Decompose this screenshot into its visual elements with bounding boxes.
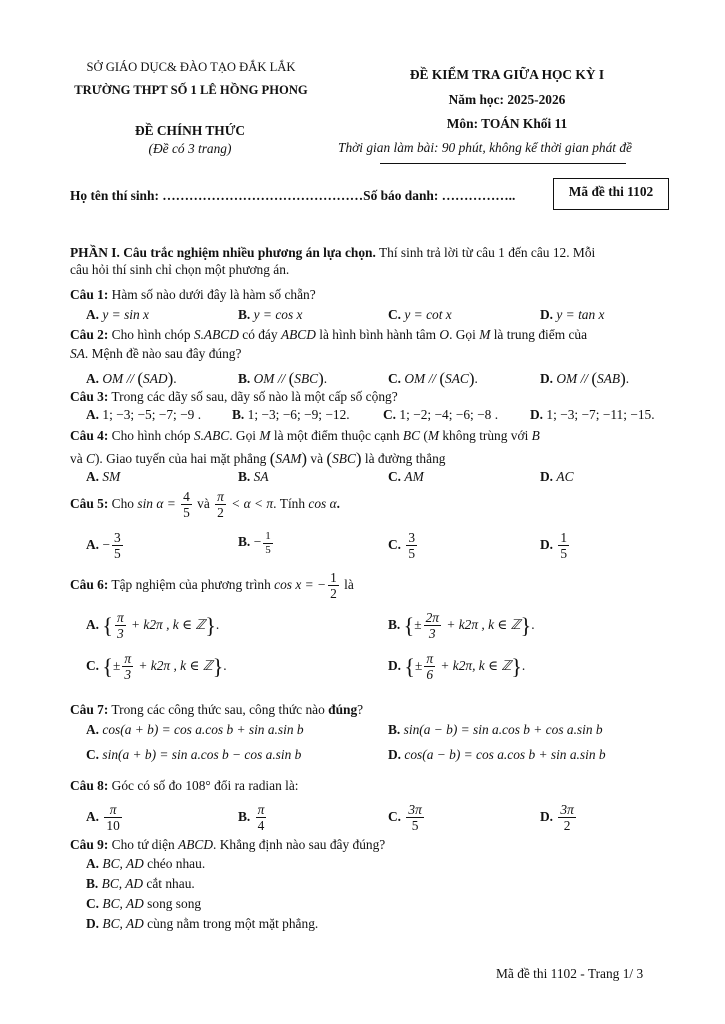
option-letter: C. xyxy=(388,371,402,386)
question-text: Tập nghiệm của phương trình xyxy=(108,576,275,592)
option-letter: B. xyxy=(388,616,401,632)
option-text: y = tan x xyxy=(556,307,605,322)
fraction xyxy=(558,802,575,834)
question-text: . Khẳng định nào sau đây đúng? xyxy=(213,837,386,852)
option-letter: B. xyxy=(238,469,251,484)
option-text: y = cos x xyxy=(253,307,303,322)
paren: ( xyxy=(288,369,295,388)
option-letter: A. xyxy=(86,407,100,422)
numerator: 1 xyxy=(560,530,568,545)
denominator: 2 xyxy=(217,505,224,521)
q6-option-c[interactable]: C. {± $\frac{\pi}{3}$ + k2π , k ∈ ℤ}. xyxy=(86,651,227,683)
numerator: 1 xyxy=(265,530,271,542)
paren: ) xyxy=(318,369,324,388)
header-divider xyxy=(380,163,626,164)
q1-option-c[interactable] xyxy=(388,307,452,324)
fraction xyxy=(256,802,267,834)
question-5: Câu 5: Cho sin α = $\frac{4}{5}$ và $\frac{\pi}{2}$ < α < π. Tính cos α. xyxy=(70,489,341,521)
q3-option-c[interactable] xyxy=(383,407,498,424)
option-text: OM // xyxy=(556,371,592,386)
question-text: Cho hình chóp xyxy=(108,428,194,443)
q1-option-d[interactable] xyxy=(540,307,604,324)
fraction xyxy=(406,530,417,562)
question-text: Hàm số nào dưới đây là hàm số chẵn? xyxy=(108,287,316,302)
option-letter: D. xyxy=(86,916,100,931)
option-letter: B. xyxy=(238,371,251,386)
official-label: ĐỀ CHÍNH THỨC xyxy=(134,123,246,138)
option-letter: B. xyxy=(86,876,99,891)
q4-option-d[interactable] xyxy=(540,469,574,486)
paren: ) xyxy=(167,369,174,388)
numerator: 3 xyxy=(408,530,416,545)
question-text: không trùng với xyxy=(439,428,532,443)
fraction xyxy=(115,610,126,642)
fraction xyxy=(112,530,123,562)
sign: ± xyxy=(112,657,121,673)
option-letter: C. xyxy=(388,808,402,824)
question-label: Câu 7: xyxy=(70,702,109,717)
department-name: SỞ GIÁO DỤC& ĐÀO TẠO ĐẮK LẮK xyxy=(86,60,296,74)
denominator: 2 xyxy=(563,818,571,834)
q7-option-b[interactable] xyxy=(388,722,603,739)
fraction xyxy=(328,570,339,602)
school-year: Năm học: 2025-2026 xyxy=(448,92,566,107)
option-letter: D. xyxy=(540,307,554,322)
option-text: 1; −3; −6; −9; −12. xyxy=(247,407,350,422)
denominator: 6 xyxy=(426,667,434,683)
question-text: là đường thẳng xyxy=(361,451,446,466)
q9-option-b[interactable] xyxy=(86,876,195,893)
question-text: . Mệnh đề nào sau đây đúng? xyxy=(84,346,242,361)
question-label: Câu 3: xyxy=(70,389,109,404)
question-label: Câu 5: xyxy=(70,495,109,511)
q7-option-d[interactable] xyxy=(388,747,606,764)
question-text: Cho xyxy=(108,495,138,511)
denominator: 4 xyxy=(257,818,265,834)
question-text: Cho hình chóp xyxy=(108,327,194,342)
question-text: và xyxy=(193,495,214,511)
numerator: 3π xyxy=(408,802,422,817)
option-text: sin(a − b) = sin a.cos b + cos a.sin b xyxy=(403,722,603,737)
numerator: 2π xyxy=(425,610,439,625)
q5-option-a[interactable] xyxy=(86,530,125,562)
option-text: OM // xyxy=(253,371,289,386)
fraction xyxy=(406,802,423,834)
math: B xyxy=(531,428,540,443)
option-letter: A. xyxy=(86,469,100,484)
option-letter: A. xyxy=(86,722,100,737)
question-text: và xyxy=(70,451,86,466)
option-letter: A. xyxy=(86,371,100,386)
math: BC, AD xyxy=(102,916,144,931)
question-label: Câu 9: xyxy=(70,837,109,852)
math: sin α = xyxy=(137,495,180,511)
q6-option-d[interactable]: D. {± $\frac{\pi}{6}$ + k2π, k ∈ ℤ}. xyxy=(388,651,526,683)
q3-option-d[interactable] xyxy=(530,407,655,424)
math: ABCD xyxy=(280,327,316,342)
question-3 xyxy=(70,389,398,406)
question-text: đổi ra radian là: xyxy=(210,778,299,793)
question-7 xyxy=(70,702,363,719)
part1-heading xyxy=(70,245,595,262)
question-text: . Gọi xyxy=(449,327,480,342)
question-text: ). Giao tuyến của hai mặt phẳng xyxy=(94,451,270,466)
q9-option-c[interactable] xyxy=(86,896,201,913)
question-text: . Tính xyxy=(273,495,309,511)
numerator: π xyxy=(124,651,132,666)
question-label: Câu 8: xyxy=(70,778,109,793)
math: M xyxy=(479,327,491,342)
brace: { xyxy=(403,613,415,639)
q3-option-b[interactable] xyxy=(232,407,350,424)
option-text: cắt nhau. xyxy=(143,876,195,891)
math: BC, AD xyxy=(102,856,144,871)
option-letter: A. xyxy=(86,808,100,824)
math: M xyxy=(427,428,440,443)
math: S.ABCD xyxy=(193,327,239,342)
option-text: + k2π, k ∈ ℤ xyxy=(437,657,512,673)
option-letter: C. xyxy=(388,307,402,322)
fraction xyxy=(181,489,192,521)
question-label: Câu 1: xyxy=(70,287,109,302)
denominator: 10 xyxy=(106,818,120,834)
q2-option-c[interactable]: C. OM // (SAC). xyxy=(388,369,478,388)
option-letter: D. xyxy=(388,657,402,673)
option-text: y = sin x xyxy=(102,307,149,322)
option-letter: A. xyxy=(86,307,100,322)
question-text: và xyxy=(307,451,327,466)
option-letter: D. xyxy=(540,371,554,386)
q6-option-a[interactable]: A. { $\frac{\pi}{3}$ + k2π , k ∈ ℤ}. xyxy=(86,610,220,642)
option-letter: B. xyxy=(238,808,251,824)
option-text: + k2π , k ∈ ℤ xyxy=(127,616,206,632)
sign: ± xyxy=(414,657,423,673)
option-text: cùng nằm trong một mặt phẳng. xyxy=(143,916,319,931)
question-text: ? xyxy=(357,702,364,717)
denominator: 3 xyxy=(124,667,132,683)
option-letter: D. xyxy=(388,747,402,762)
fraction xyxy=(215,489,226,521)
numerator: 3 xyxy=(113,530,121,545)
option-text: cos(a + b) = cos a.cos b + sin a.sin b xyxy=(102,722,304,737)
subject: Môn: TOÁN Khối 11 xyxy=(446,116,568,131)
q5-option-c[interactable] xyxy=(388,530,419,562)
paren: ( xyxy=(137,369,144,388)
brace: } xyxy=(212,654,224,680)
numerator: 3π xyxy=(560,802,574,817)
option-text: cos(a − b) = cos a.cos b + sin a.sin b xyxy=(404,747,606,762)
denominator: 5 xyxy=(408,546,416,562)
q6-option-b[interactable]: B. {± $\frac{2\pi}{3}$ + k2π , k ∈ ℤ}. xyxy=(388,610,535,642)
math: 108° xyxy=(185,778,211,793)
denominator: 2 xyxy=(330,586,337,602)
brace: { xyxy=(102,654,113,680)
question-2 xyxy=(70,327,587,344)
question-8 xyxy=(70,778,299,795)
denominator: 5 xyxy=(411,818,419,834)
candidate-info: Họ tên thí sinh: ………………………………………Số báo danh: …………….. xyxy=(70,188,516,203)
question-text: là hình bình hành tâm xyxy=(315,327,440,342)
denominator: 5 xyxy=(183,505,190,521)
question-label: Câu 2: xyxy=(70,327,109,342)
denominator: 3 xyxy=(116,626,124,642)
numerator: 1 xyxy=(330,570,337,585)
question-text: là trung điểm của xyxy=(490,327,588,342)
q5-option-b[interactable] xyxy=(238,530,275,556)
math: SA xyxy=(70,346,85,361)
math: BC, AD xyxy=(102,896,144,911)
brace: } xyxy=(520,613,532,639)
option-text: SAB xyxy=(597,371,621,386)
math: M xyxy=(259,428,271,443)
math: SAM xyxy=(275,451,302,466)
question-text: Trong các dãy số sau, dãy số nào là một cấp số cộng? xyxy=(108,389,398,404)
q1-option-a[interactable] xyxy=(86,307,149,324)
question-2-line2 xyxy=(70,346,241,363)
q9-option-a[interactable] xyxy=(86,856,205,873)
option-letter: D. xyxy=(540,469,554,484)
question-1 xyxy=(70,287,316,304)
question-text: Cho tứ diện xyxy=(108,837,179,852)
math: ABCD xyxy=(178,837,214,852)
q9-option-d[interactable] xyxy=(86,916,318,933)
option-text: chéo nhau. xyxy=(143,856,206,871)
fraction xyxy=(263,530,273,556)
option-letter: C. xyxy=(86,896,100,911)
emphasis: đúng xyxy=(328,702,358,717)
fraction xyxy=(424,651,435,683)
option-letter: B. xyxy=(232,407,245,422)
paren: ) xyxy=(355,449,362,468)
fraction xyxy=(424,610,441,642)
option-text: AC xyxy=(556,469,574,484)
exam-time: Thời gian làm bài: 90 phút, không kể thời gian phát đề xyxy=(338,140,632,155)
option-text: + k2π , k ∈ ℤ xyxy=(135,657,213,673)
exam-code: Mã đề thi 1102 xyxy=(568,184,654,199)
question-text: ( xyxy=(420,428,428,443)
paren: ) xyxy=(620,369,626,388)
option-text: y = cot x xyxy=(404,307,452,322)
q1-option-b[interactable] xyxy=(238,307,302,324)
numerator: π xyxy=(426,651,434,666)
brace: } xyxy=(511,654,522,680)
option-letter: B. xyxy=(238,307,251,322)
option-text: SAC xyxy=(445,371,469,386)
option-letter: C. xyxy=(388,469,402,484)
numerator: π xyxy=(116,610,124,625)
option-text: AM xyxy=(404,469,424,484)
option-letter: A. xyxy=(86,536,100,552)
q3-option-a[interactable] xyxy=(86,407,201,424)
part1-instruction-line2: câu hỏi thí sinh chỉ chọn một phương án. xyxy=(70,262,290,277)
brace: } xyxy=(205,613,216,639)
paren: ) xyxy=(468,369,475,388)
denominator: 5 xyxy=(560,546,568,562)
question-4 xyxy=(70,428,540,445)
exam-title: ĐỀ KIỂM TRA GIỮA HỌC KỲ I xyxy=(409,67,605,82)
option-letter: B. xyxy=(238,534,251,550)
sign: − xyxy=(102,536,110,552)
q5-option-d[interactable] xyxy=(540,530,571,562)
denominator: 5 xyxy=(265,543,271,556)
q2-option-b[interactable]: B. OM // (SBC). xyxy=(238,369,328,388)
q4-option-b[interactable] xyxy=(238,469,269,486)
q7-option-c[interactable] xyxy=(86,747,301,764)
school-name: TRƯỜNG THPT SỐ 1 LÊ HỒNG PHONG xyxy=(74,83,308,97)
option-text: sin(a + b) = sin a.cos b − cos a.sin b xyxy=(102,747,302,762)
question-text: Trong các công thức sau, công thức nào xyxy=(108,702,329,717)
math: O xyxy=(439,327,450,342)
q7-option-a[interactable] xyxy=(86,722,304,739)
option-letter: A. xyxy=(86,856,100,871)
part1-title: PHẦN I. Câu trắc nghiệm nhiều phương án lựa chọn. xyxy=(70,245,376,260)
question-text: có đáy xyxy=(238,327,281,342)
question-text: là xyxy=(340,576,354,592)
paren: ( xyxy=(269,449,276,468)
question-label: Câu 4: xyxy=(70,428,109,443)
fraction xyxy=(558,530,569,562)
math: S.ABC xyxy=(193,428,230,443)
paren: ) xyxy=(301,449,308,468)
math: SBC xyxy=(332,451,356,466)
numerator: π xyxy=(217,489,224,504)
option-text: 1; −2; −4; −6; −8 . xyxy=(399,407,499,422)
option-text: + k2π , k ∈ ℤ xyxy=(442,616,521,632)
numerator: π xyxy=(257,802,265,817)
question-text: . Gọi xyxy=(229,428,260,443)
denominator: 5 xyxy=(113,546,121,562)
math: cos α xyxy=(308,495,337,511)
option-letter: D. xyxy=(530,407,544,422)
numerator: π xyxy=(104,802,121,818)
option-text: 1; −3; −5; −7; −9 . xyxy=(102,407,202,422)
numerator: 4 xyxy=(183,489,190,504)
option-text: SBC xyxy=(294,371,319,386)
denominator: 3 xyxy=(428,626,436,642)
option-text: song song xyxy=(143,896,202,911)
question-4-line2 xyxy=(70,448,445,469)
option-letter: C. xyxy=(383,407,397,422)
math: < α < π xyxy=(227,495,274,511)
paren: ( xyxy=(326,449,333,468)
sign: − xyxy=(253,534,262,550)
option-letter: A. xyxy=(86,616,100,632)
option-letter: C. xyxy=(86,747,100,762)
option-letter: B. xyxy=(388,722,401,737)
q8-option-a[interactable] xyxy=(86,802,124,834)
q2-option-d[interactable]: D. OM // (SAB). xyxy=(540,369,630,388)
math: BC xyxy=(402,428,421,443)
q8-option-d[interactable] xyxy=(540,802,578,834)
math: C xyxy=(86,451,95,466)
option-text: OM // xyxy=(404,371,440,386)
option-text: SM xyxy=(102,469,121,484)
option-text: SA xyxy=(253,469,269,484)
option-letter: D. xyxy=(540,808,554,824)
page-count-note: (Đề có 3 trang) xyxy=(148,141,232,156)
brace: { xyxy=(404,654,415,680)
q2-option-a[interactable]: A. OM // (SAD). xyxy=(86,369,177,388)
q4-option-a[interactable] xyxy=(86,469,120,486)
option-text: SAD xyxy=(143,371,168,386)
paren: ( xyxy=(591,369,598,388)
part1-instruction: Thí sinh trả lời từ câu 1 đến câu 12. Mỗi xyxy=(375,245,596,260)
question-label: Câu 6: xyxy=(70,576,109,592)
math: cos x = − xyxy=(274,576,327,592)
page-footer: Mã đề thi 1102 - Trang 1/ 3 xyxy=(496,966,644,981)
fraction xyxy=(104,802,121,834)
paren: ( xyxy=(439,369,446,388)
math: BC, AD xyxy=(101,876,144,891)
option-text: OM // xyxy=(102,371,138,386)
question-6 xyxy=(70,570,354,602)
question-text: Góc có số đo xyxy=(108,778,186,793)
question-9 xyxy=(70,837,385,854)
q8-option-b[interactable] xyxy=(238,802,268,834)
question-text: là một điểm thuộc cạnh xyxy=(270,428,403,443)
option-letter: C. xyxy=(86,657,100,673)
q4-option-c[interactable] xyxy=(388,469,424,486)
sign: ± xyxy=(414,616,422,632)
q8-option-c[interactable] xyxy=(388,802,426,834)
fraction xyxy=(122,651,133,683)
option-letter: C. xyxy=(388,536,402,552)
option-text: 1; −3; −7; −11; −15. xyxy=(546,407,655,422)
option-letter: D. xyxy=(540,536,554,552)
brace: { xyxy=(102,613,113,639)
